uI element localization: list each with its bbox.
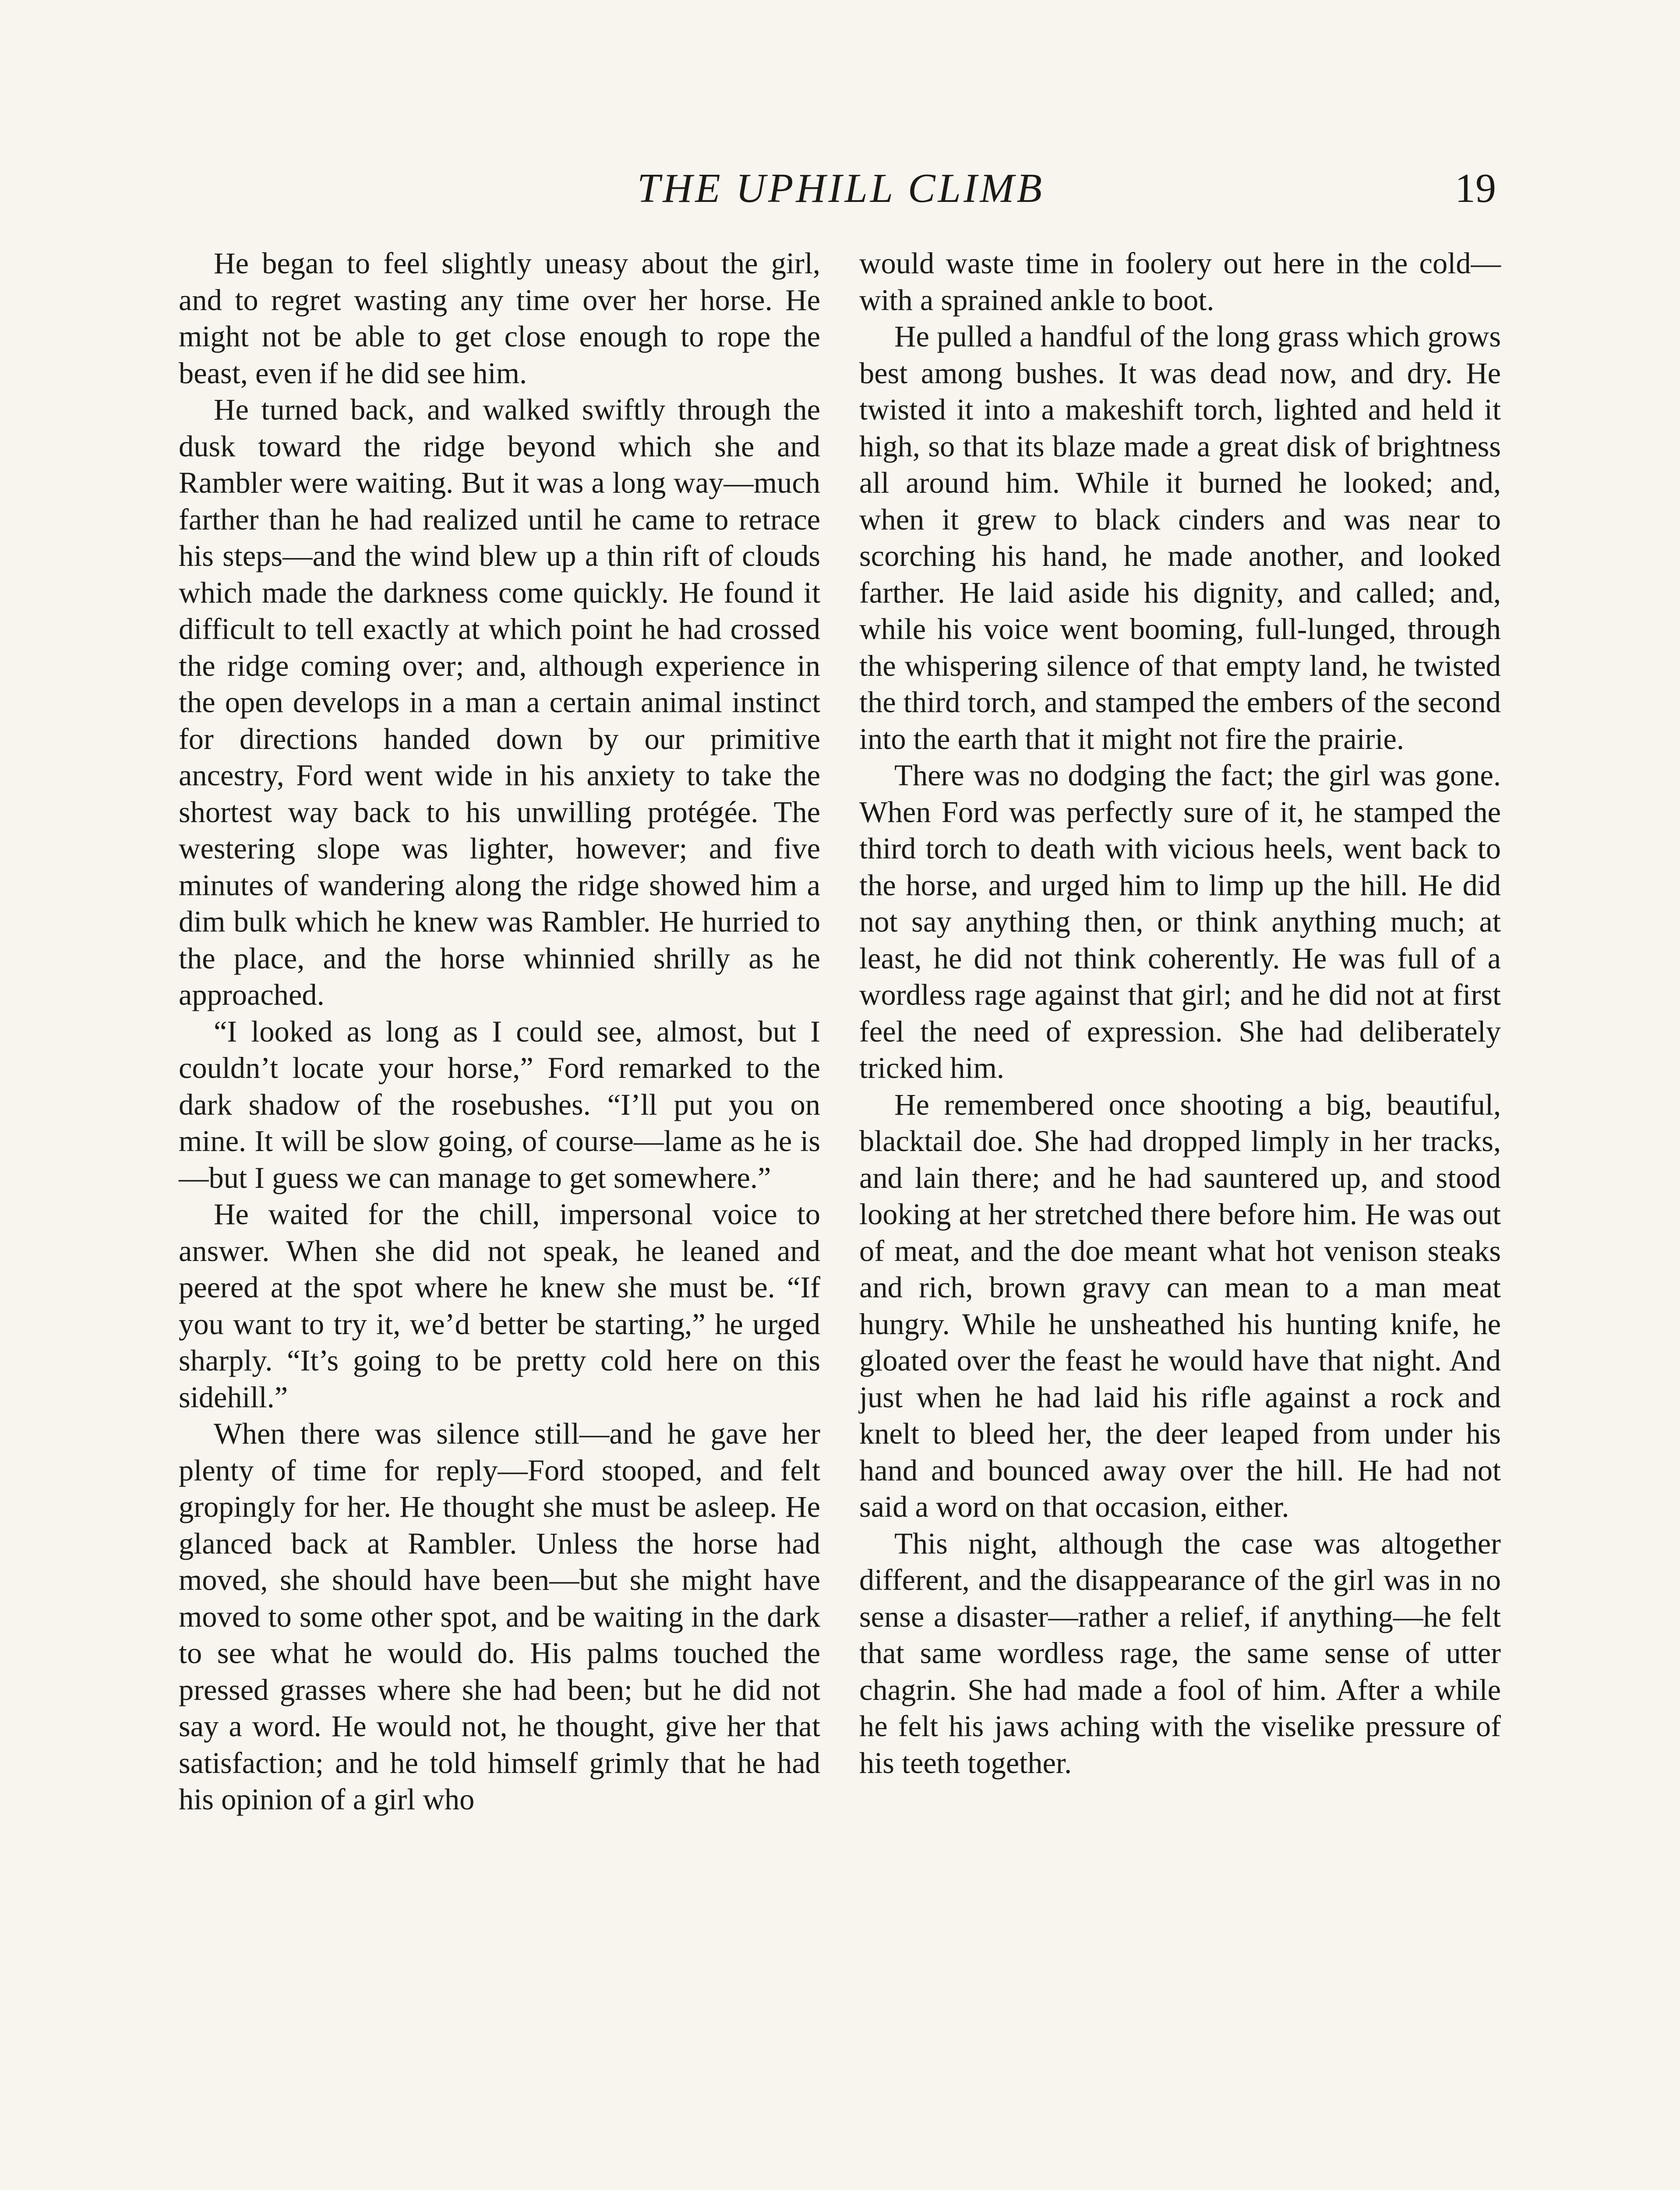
left-column [179, 245, 820, 1818]
running-title: THE UPHILL CLIMB [637, 166, 1045, 211]
page-number: 19 [1455, 166, 1496, 211]
paragraph: He remembered once shooting a big, beautiful, blacktail doe. She had dropped limply in her tracks, and lain there; and he had sauntered up, and stood looking at her stretched there before him. He was out of meat, and the doe meant what hot venison steaks and rich, brown gravy can mean to a man meat hungry. While he unsheathed his hunting knife, he gloated over the feast he would have that night. And just when he had laid his rifle against a rock and knelt to bleed her, the deer leaped from under his hand and bounced away over the hill. He had not said a word on that occasion, either. [859, 1088, 1501, 1523]
paragraph: He turned back, and walked swiftly through the dusk toward the ridge beyond which she and Rambler were waiting. But it was a long way—much farther than he had realized until he came to retrace his steps—and the wind blew up a thin rift of clouds which made the darkness come quickly. He found it difficult to tell exactly at which point he had crossed the ridge coming over; and, although experience in the open develops in a man a certain animal instinct for directions handed down by our primitive ancestry, Ford went wide in his anxiety to take the shortest way back to his unwilling protégée. The westering slope was lighter, however; and five minutes of wandering along the ridge showed him a dim bulk which he knew was Rambler. He hurried to the place, and the horse whinnied shrilly as he approached. [179, 393, 820, 1011]
paragraph: This night, although the case was altogether different, and the disappearance of the girl was in no sense a disaster—rather a relief, if anything—he felt that same wordless rage, the same sense of utter chagrin. She had made a fool of him. After a while he felt his jaws aching with the viselike pressure of his teeth together. [859, 1526, 1501, 1780]
paragraph: He began to feel slightly uneasy about the girl, and to regret wasting any time over her horse. He might not be able to get close enough to rope the beast, even if he did see him. [179, 247, 820, 390]
paragraph: He pulled a handful of the long grass which grows best among bushes. It was dead now, and dry. He twisted it into a makeshift torch, lighted and held it high, so that its blaze made a great disk of brightness all around him. While it burned he looked; and, when it grew to black cinders and was near to scorching his hand, he made another, and looked farther. He laid aside his dignity, and called; and, while his voice went booming, full-lunged, through the whispering silence of that empty land, he twisted the third torch, and stamped the embers of the second into the earth that it might not fire the prairie. [859, 320, 1501, 756]
paragraph: “I looked as long as I could see, almost, but I couldn’t locate your horse,” Ford remarked to the dark shadow of the rosebushes. “I’ll put you on mine. It will be slow going, of course—lame as he is—but I guess we can manage to get somewhere.” [179, 1014, 820, 1194]
paragraph: There was no dodging the fact; the girl was gone. When Ford was perfectly sure of it, he stamped the third torch to death with vicious heels, went back to the horse, and urged him to limp up the hill. He did not say anything then, or think anything much; at least, he did not think coherently. He was full of a wordless rage against that girl; and he did not at first feel the need of expression. She had deliberately tricked him. [859, 759, 1501, 1084]
paragraph-continued: would waste time in foolery out here in the cold—with a sprained ankle to boot. [859, 247, 1501, 317]
page-header [0, 162, 1680, 223]
paragraph: When there was silence still—and he gave her plenty of time for reply—Ford stooped, and felt gropingly for her. He thought she must be asleep. He glanced back at Rambler. Unless the horse had moved, she should have been—but she might have moved to some other spot, and be waiting in the dark to see what he would do. His palms touched the pressed grasses where she had been; but he did not say a word. He would not, he thought, give her that satisfaction; and he told himself grimly that he had his opinion of a girl who [179, 1417, 820, 1816]
paragraph: He waited for the chill, impersonal voice to answer. When she did not speak, he leaned and peered at the spot where he knew she must be. “If you want to try it, we’d better be starting,” he urged sharply. “It’s going to be pretty cold here on this sidehill.” [179, 1197, 820, 1414]
right-column [859, 245, 1501, 1781]
